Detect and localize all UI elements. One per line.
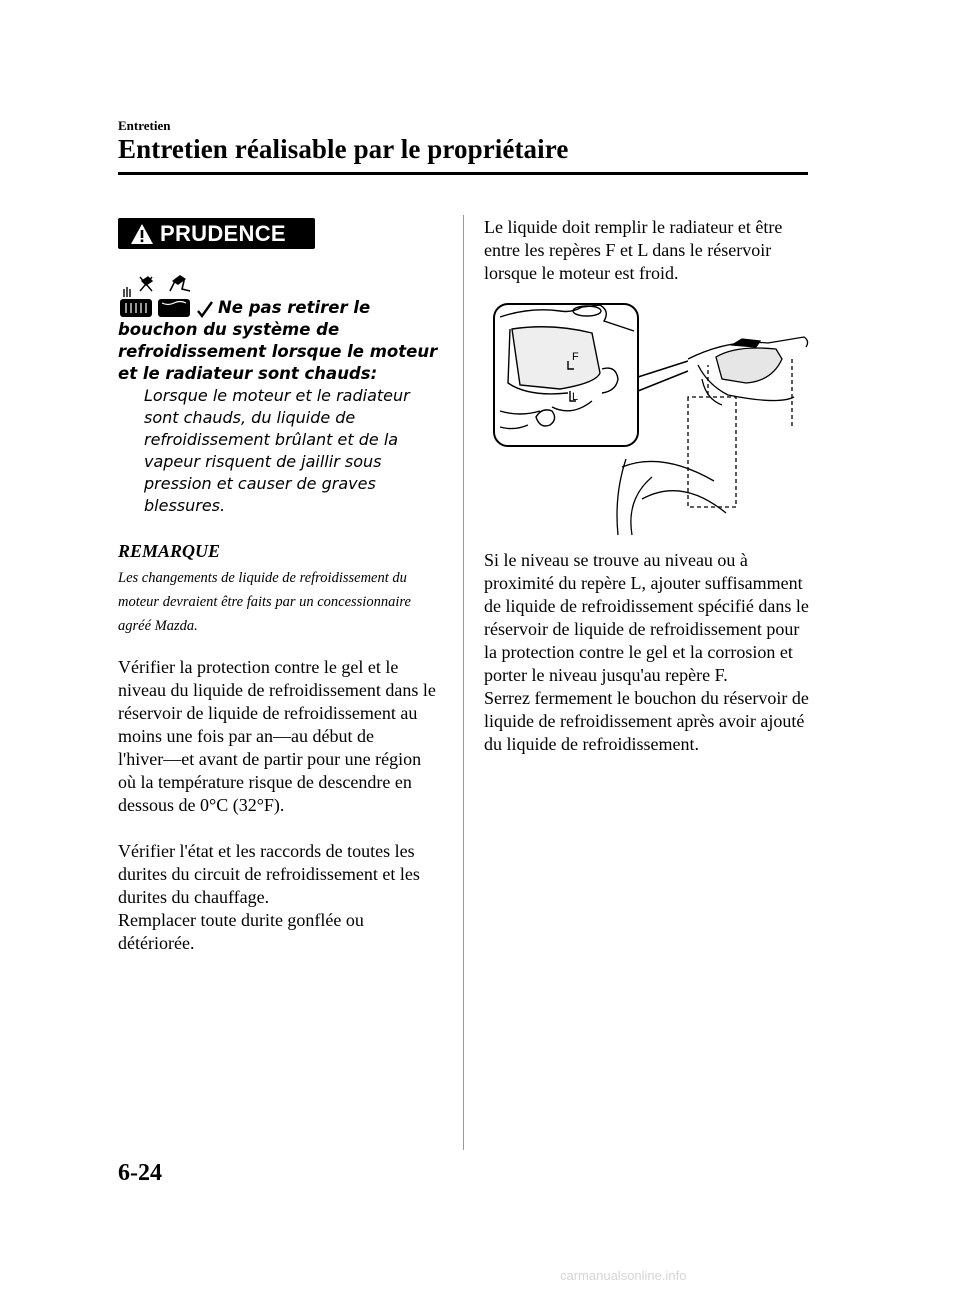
chapter-title: Entretien réalisable par le propriétaire — [118, 134, 569, 164]
left-column — [118, 218, 440, 955]
footer-watermark: carmanualsonline.info — [560, 1268, 687, 1283]
mark-full-label: F — [572, 351, 579, 363]
paragraph-hose-check: Vérifier l'état et les raccords de toutes les durites du circuit de refroidissement et les durites du chauffage. Remplacer toute durite gonflée ou détériorée. — [118, 841, 420, 953]
header-rule — [118, 172, 808, 175]
mark-low-label: L — [572, 391, 579, 403]
caution-block — [118, 273, 440, 517]
section-label: Entretien — [118, 118, 171, 133]
page-number: 6-24 — [118, 1160, 162, 1186]
paragraph-antifreeze-check: Vérifier la protection contre le gel et le niveau du liquide de refroidissement dans le réservoir de liquide de refroidissement au moins une fois par an―au début de l'hiver―et avant de partir pour une région où la température risque de descendre en dessous de 0°C (32°F). — [118, 657, 436, 815]
hot-radiator-cap-icon — [118, 273, 218, 319]
caution-heading-text: Ne pas retirer le bouchon du système de refroidissement lorsque le moteur et le radiateur sont chauds: — [118, 298, 438, 383]
note-body: Les changements de liquide de refroidissement du moteur devraient être faits par un concessionnaire agréé Mazda. — [118, 570, 411, 634]
warning-icon — [130, 223, 154, 245]
note-title: REMARQUE — [118, 541, 221, 561]
paragraph-add-coolant: Si le niveau se trouve au niveau ou à proximité du repère L, ajouter suffisamment de liquide de refroidissement spécifié dans le réservoir de liquide de refroidissement pour la protection contre le gel et la corrosion et porter le niveau jusqu'au repère F. Serrez fermement le bouchon du réservoir de liquide de refroidissement après avoir ajouté du liquide de refroidissement. — [484, 550, 809, 754]
caution-heading — [118, 273, 440, 385]
right-column — [484, 216, 814, 756]
column-divider — [463, 215, 464, 1150]
caution-label: PRUDENCE — [160, 220, 286, 246]
caution-body: Lorsque le moteur et le radiateur sont chauds, du liquide de refroidissement brûlant et de la vapeur risquent de jaillir sous pression et causer de graves blessures. — [144, 386, 410, 515]
caution-banner — [118, 218, 315, 249]
paragraph-level-range: Le liquide doit remplir le radiateur et être entre les repères F et L dans le réservoir lorsque le moteur est froid. — [484, 217, 783, 283]
coolant-reservoir-illustration — [492, 299, 814, 539]
